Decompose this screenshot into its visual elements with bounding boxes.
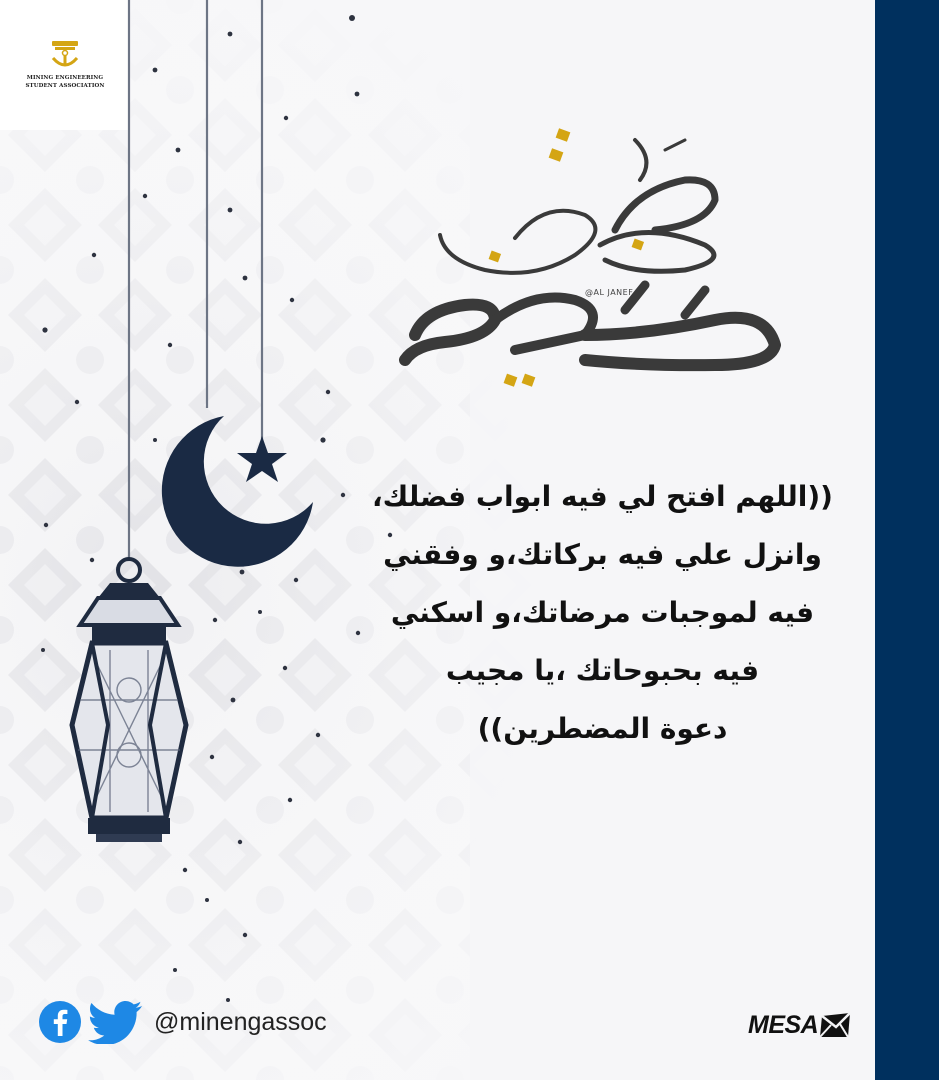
dua-line-3: فيه لموجبات مرضاتك،و اسكني: [390, 596, 815, 629]
logo-line-1: MINING ENGINEERING: [26, 75, 104, 81]
dua-line-4: فيه بحبوحاتك ،يا مجيب: [445, 654, 760, 687]
mesa-brand: [748, 1010, 853, 1040]
calligraphy-credit: @AL JANEF: [585, 288, 634, 297]
dua-text: [330, 468, 875, 758]
star-icon: [237, 436, 287, 482]
social-footer: [38, 998, 327, 1046]
crescent-moon-icon: [162, 416, 313, 567]
twitter-icon[interactable]: [88, 1000, 144, 1044]
lantern-icon: [72, 559, 186, 842]
mesa-label: MESA: [748, 1010, 819, 1039]
dua-line-1: ((اللهم افتح لي فيه ابواب فضلك،: [372, 480, 833, 513]
dua-line-5: دعوة المضطرين)): [477, 712, 728, 745]
facebook-icon[interactable]: [38, 1000, 82, 1044]
dua-line-2: وانزل علي فيه بركاتك،و وفقني: [383, 538, 822, 571]
mail-icon: [819, 1010, 853, 1040]
logo-line-2: STUDENT ASSOCIATION: [25, 83, 105, 89]
ramadan-kareem-calligraphy: [385, 120, 795, 410]
social-handle[interactable]: @minengassoc: [154, 1007, 327, 1036]
